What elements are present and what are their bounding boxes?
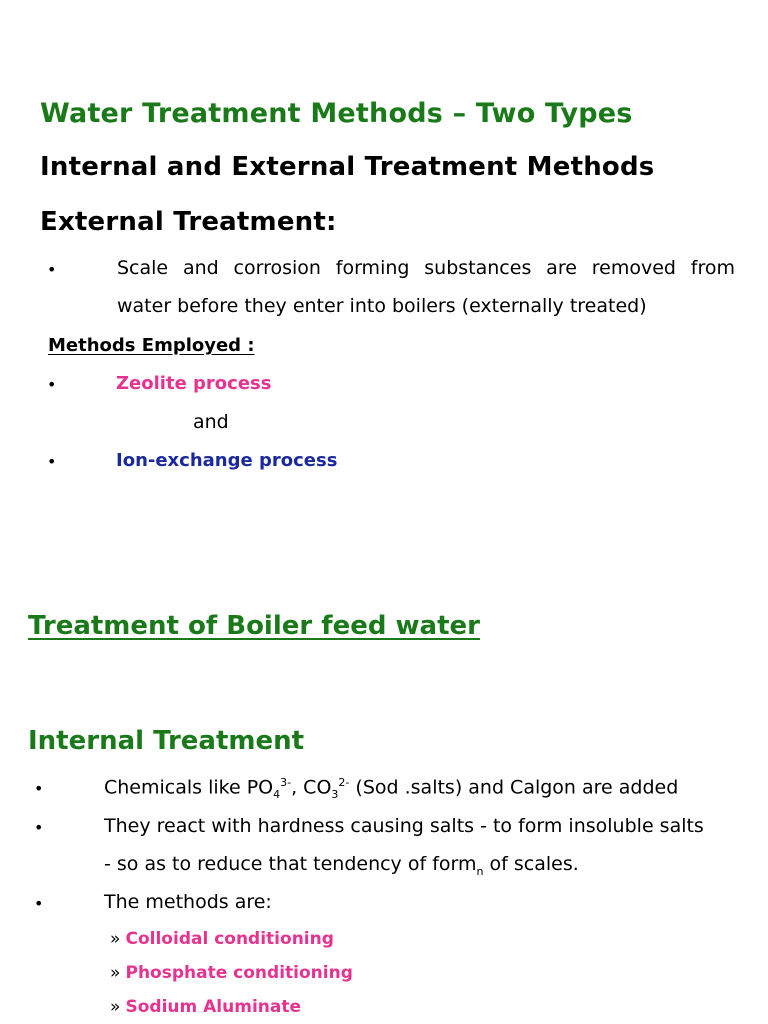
sub-method-sodium-aluminate	[110, 997, 301, 1017]
chevron-icon: »	[110, 963, 121, 983]
sub-method-colloidal	[110, 929, 334, 949]
external-treatment-heading: External Treatment:	[40, 207, 337, 237]
sub-method-label: Colloidal conditioning	[125, 929, 334, 949]
sub-method-label: Sodium Aluminate	[125, 997, 302, 1017]
form-subscript: n	[476, 864, 484, 878]
external-desc-line2: water before they enter into boilers (externally treated)	[117, 295, 647, 317]
bullet: •	[47, 375, 57, 394]
sub-method-label: Phosphate conditioning	[125, 963, 353, 983]
and-text: and	[193, 411, 229, 433]
section-title: Treatment of Boiler feed water	[28, 611, 480, 641]
subtitle: Internal and External Treatment Methods	[40, 152, 655, 182]
methods-are-line: The methods are:	[104, 891, 272, 913]
chemicals-text-post: (Sod .salts) and Calgon are added	[349, 776, 679, 799]
react-line2-post: of scales.	[483, 853, 579, 875]
chemicals-text-mid: , CO	[291, 776, 332, 799]
chemicals-text-pre: Chemicals like PO	[104, 776, 274, 799]
co-subscript: 3	[331, 788, 339, 802]
external-desc-line1: Scale and corrosion forming substances are removed from	[117, 257, 735, 279]
bullet: •	[47, 260, 57, 279]
bullet: •	[34, 818, 44, 837]
method-ion-exchange: Ion-exchange process	[116, 450, 338, 471]
page-title: Water Treatment Methods – Two Types	[40, 98, 633, 129]
method-zeolite: Zeolite process	[116, 373, 272, 394]
methods-employed-label: Methods Employed :	[48, 335, 255, 356]
internal-treatment-heading: Internal Treatment	[28, 726, 305, 756]
bullet: •	[47, 452, 57, 471]
chemicals-line	[104, 776, 678, 801]
sub-method-phosphate	[110, 963, 353, 983]
chevron-icon: »	[110, 997, 121, 1017]
po-subscript: 4	[273, 788, 281, 802]
bullet: •	[34, 779, 44, 798]
react-line1: They react with hardness causing salts - to form insoluble salts	[104, 815, 704, 837]
chevron-icon: »	[110, 929, 121, 949]
po-superscript: 3-	[280, 776, 292, 789]
co-superscript: 2-	[338, 776, 350, 789]
react-line2	[104, 853, 579, 878]
bullet: •	[34, 894, 44, 913]
react-line2-pre: - so as to reduce that tendency of form	[104, 853, 477, 875]
